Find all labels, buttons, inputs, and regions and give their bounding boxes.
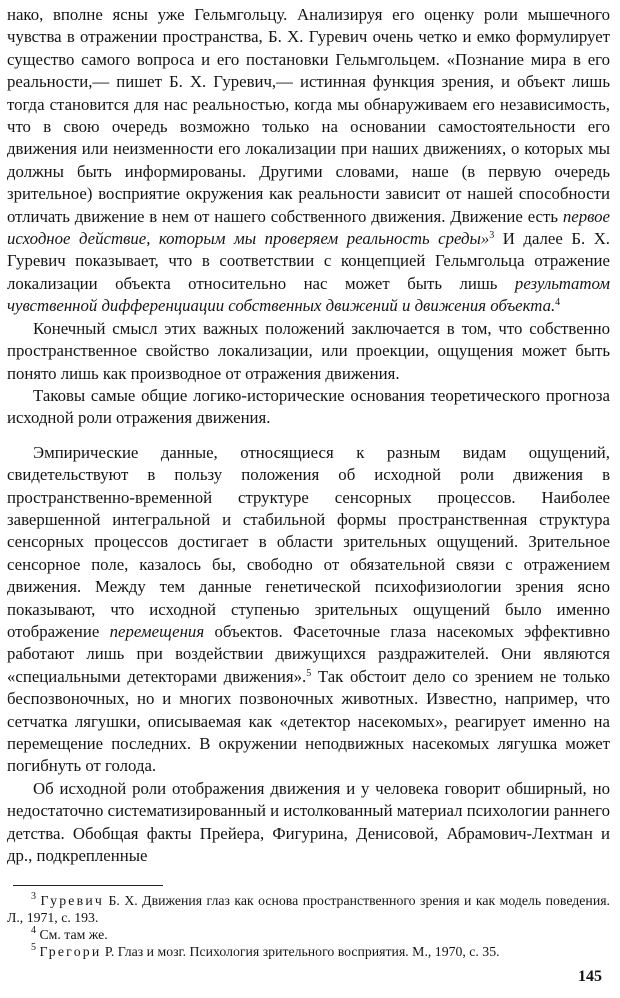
- footnote-3-text: Б. Х. Движения глаз как основа пространственного зрения и как модель поведения. Л., 1971, с. 193.: [7, 893, 610, 926]
- footnote-3-author: Гуревич: [40, 893, 105, 909]
- paragraph-1: [7, 4, 610, 318]
- paragraph-1-continued: И далее Б. Х. Гуревич показывает, что в соответствии с концепцией Гельмгольца отражение локализации объекта относительно нас может быть лишь: [7, 229, 611, 293]
- paragraph-4: [7, 442, 610, 778]
- paragraph-2: Конечный смысл этих важных положений заключается в том, что собственно пространственное свойство локализации, или проекции, ощущения может быть понято лишь как производное от отражения движения.: [7, 318, 610, 383]
- paragraph-1-text: нако, вполне ясны уже Гельмгольцу. Анализируя его оценку роли мышечного чувства в отражении пространства, Б. Х. Гуревич очень четко и емко формулирует существо самого вопроса и его постановки Гельмгольцем. «Познание мира в его реальности,— пишет Б. Х. Гуревич,— истинная функция зрения, и объект лишь тогда становится для нас реальностью, когда мы обнаруживаем его независимость, что в свою очередь возможно только на основании самостоятельности его движения или неизменности его локализации при наших движениях, о которых мы должны быть информированы. Другими словами, наше (в первую очередь зрительное) восприятие окружения как реальности зависит от нашей способности отличать движение в нем от нашего собственного движения. Движение есть: [7, 5, 610, 226]
- paragraph-3: Таковы самые общие логико-исторические основания теоретического прогноза исходной роли отражения движения.: [7, 385, 610, 428]
- paragraph-1-emphasis-2: результатом чувственной дифференциации собственных движений и движения объекта.: [7, 273, 610, 316]
- paragraph-4-text: Эмпирические данные, относящиеся к разным видам ощущений, свидетельствуют в пользу положения об исходной роли движения в пространственно-временной структуре сенсорных процессов. Наиболее завершенной интегральной и стабильной формы пространственная структура сенсорных процессов достигает в области зрительных ощущений. Зрительное сенсорное поле, казалось бы, свободно от обязательной связи с отражением движения. Между тем данные генетической психофизиологии зрения ясно показывают, что исходной ступенью зрительных ощущений было именно отображение: [7, 442, 610, 641]
- paragraph-1-emphasis: первое исходное действие, которым мы проверяем реальность среды»: [7, 206, 610, 249]
- footnote-5-author: Грегори: [39, 944, 102, 960]
- footnote-ref-3: 3: [489, 230, 495, 242]
- paragraph-5: Об исходной роли отображения движения и у человека говорит обширный, но недостаточно систематизированный и истолкованный материал психологии раннего детства. Обобщая факты Прейера, Фигурина, Денисовой, Абрамович-Лехтман и др., подкрепленные: [7, 778, 610, 866]
- footnote-4-text: См. там же.: [39, 927, 108, 943]
- paragraph-4-end: Так обстоит дело со зрением не только беспозвоночных, но и многих позвоночных животных. Известно, например, что сетчатка лягушки, описываемая как «детектор насекомых», реагирует именно на перемещение последних. В окружении неподвижных насекомых лягушка может погибнуть от голода.: [7, 666, 610, 776]
- footnote-3-number: 3: [31, 891, 36, 903]
- footnote-ref-5: 5: [306, 667, 312, 679]
- footnote-4-number: 4: [31, 925, 36, 937]
- footnote-5-number: 5: [31, 942, 36, 954]
- footnote-5-text: Р. Глаз и мозг. Психология зрительного восприятия. М., 1970, с. 35.: [101, 944, 500, 960]
- footnote-divider: [13, 885, 163, 886]
- footnote-ref-4: 4: [555, 297, 561, 309]
- footnote-3: [7, 892, 610, 926]
- page-number: 145: [578, 968, 602, 985]
- footnote-4: [7, 926, 610, 943]
- paragraph-4-emphasis: перемещения: [109, 621, 205, 641]
- footnotes: [7, 892, 610, 960]
- main-text: [7, 4, 610, 867]
- footnote-5: [7, 943, 610, 960]
- paragraph-4-continued: объектов. Фасеточные глаза насекомых эффективно работают лишь при воздействии движущихся раздражителей. Они являются «специальными детекторами движения».: [7, 621, 611, 686]
